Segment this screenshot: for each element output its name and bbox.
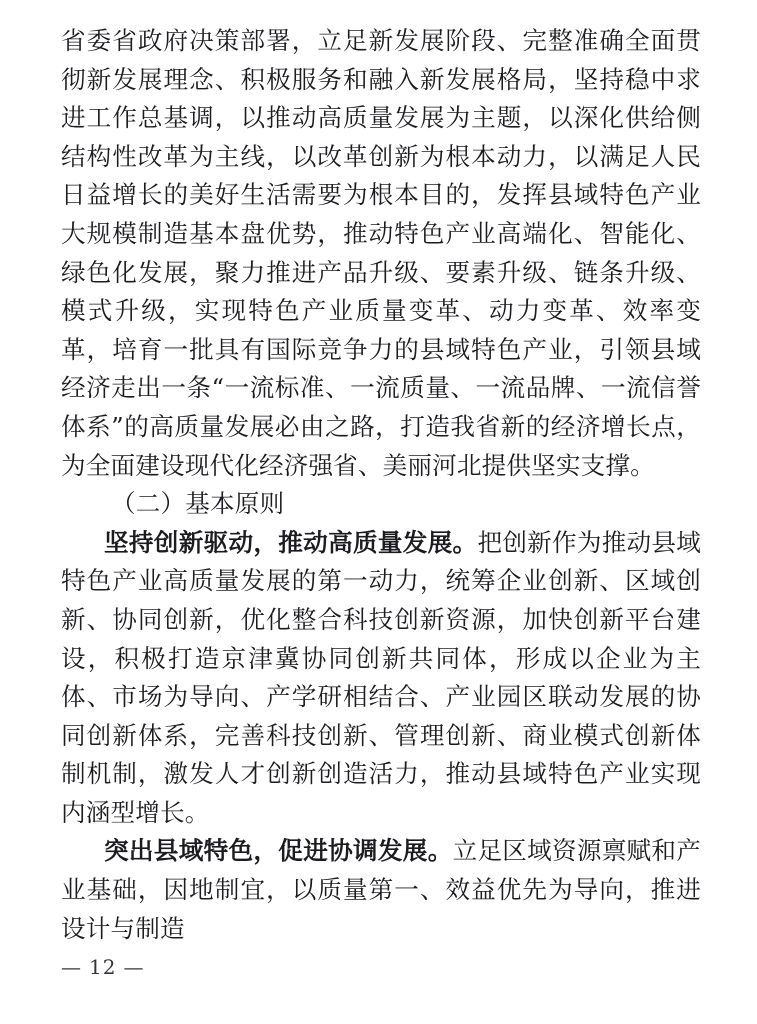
- section-heading-basic-principles: （二）基本原则: [111, 489, 285, 519]
- principle-paragraph-innovation: [61, 524, 701, 833]
- principle-paragraph-county-features: [61, 832, 701, 948]
- footer-dash-left: —: [61, 955, 82, 979]
- continued-paragraph: 省委省政府决策部署，立足新发展阶段、完整准确全面贯彻新发展理念、积极服务和融入新发展格局，坚持稳中求进工作总基调，以推动高质量发展为主题，以深化供给侧结构性改革为主线，以改革创新为根本动力，以满足人民日益增长的美好生活需要为根本目的，发挥县域特色产业大规模制造基本盘优势，推动特色产业高端化、智能化、绿色化发展，聚力推进产品升级、要素升级、链条升级、模式升级，实现特色产业质量变革、动力变革、效率变革，培育一批具有国际竞争力的县域特色产业，引领县域经济走出一条“一流标准、一流质量、一流品牌、一流信誉体系”的高质量发展必由之路，打造我省新的经济增长点，为全面建设现代化经济强省、美丽河北提供坚实支撑。: [61, 26, 701, 480]
- page-footer: [61, 955, 701, 979]
- principle-lead-innovation: 坚持创新驱动，推动高质量发展。: [104, 527, 478, 557]
- footer-dash-right: —: [123, 955, 145, 979]
- principle-body-county-features: 立足区域资源禀赋和产业基础，因地制宜，以质量第一、效益优先为导向，推进设计与制造: [61, 836, 701, 943]
- principle-body-innovation: 把创新作为推动县域特色产业高质量发展的第一动力，统筹企业创新、区域创新、协同创新，优化整合科技创新资源，加快创新平台建设，积极打造京津冀协同创新共同体，形成以企业为主体、市场为导向、产学研相结合、产业园区联动发展的协同创新体系，完善科技创新、管理创新、商业模式创新体制机制，激发人才创新创造活力，推动县域特色产业实现内涵型增长。: [61, 527, 701, 827]
- principle-lead-county-features: 突出县域特色，促进协调发展。: [104, 836, 453, 866]
- page-content: [61, 22, 701, 948]
- page-number: 12: [89, 955, 117, 979]
